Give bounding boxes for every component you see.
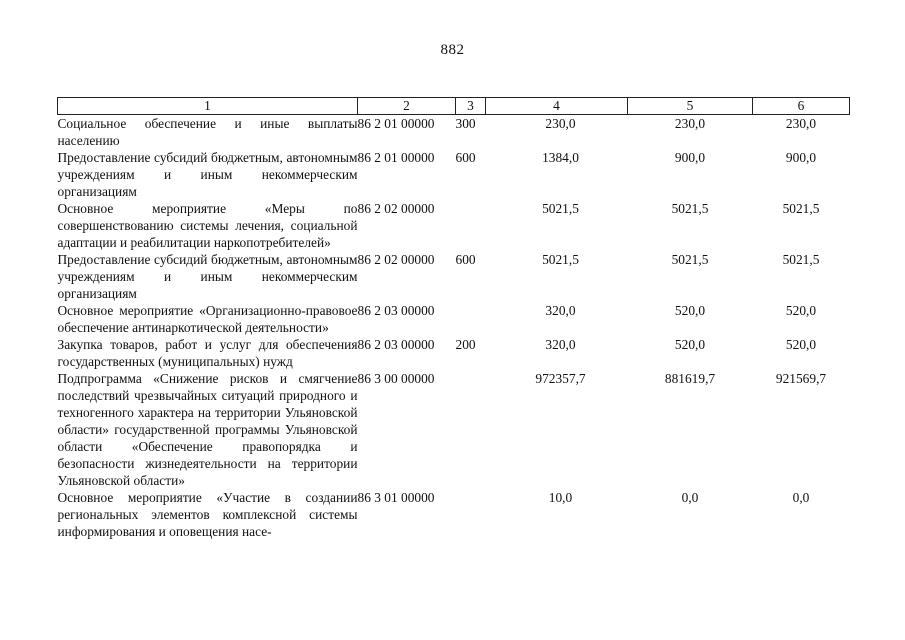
row-name: Подпрограмма «Снижение рисков и смягчение последствий чрезвычайных ситуаций природного и техногенного характера на территории Ульяновской области» государственной программы Ульяновской области «Обеспечение правопорядка и безопасности жизнедеятельности на территории Ульяновской области» xyxy=(57,371,358,488)
column-header-4: 4 xyxy=(486,98,628,115)
column-header-6: 6 xyxy=(753,98,850,115)
row-expense-type xyxy=(456,489,486,540)
row-code: 86 2 01 00000 xyxy=(357,150,435,165)
table-row xyxy=(58,200,850,251)
row-name: Основное мероприятие «Участие в создании региональных элементов комплексной системы информирования и оповещения насе- xyxy=(57,490,358,539)
row-value-5: 0,0 xyxy=(681,490,699,505)
row-value-5: 230,0 xyxy=(674,116,706,131)
table-row xyxy=(58,489,850,540)
table-row xyxy=(58,251,850,302)
row-value-5: 5021,5 xyxy=(671,201,709,216)
row-expense-type xyxy=(456,302,486,336)
table-row xyxy=(58,336,850,370)
row-value-6: 520,0 xyxy=(785,337,817,352)
table-row xyxy=(58,370,850,489)
row-code: 86 3 01 00000 xyxy=(357,490,435,505)
row-name: Закупка товаров, работ и услуг для обеспечения государственных (муниципальных) нужд xyxy=(57,337,358,369)
column-header-3: 3 xyxy=(456,98,486,115)
row-value-6: 5021,5 xyxy=(782,201,820,216)
row-value-5: 5021,5 xyxy=(671,252,709,267)
table-row xyxy=(58,115,850,150)
row-value-4: 320,0 xyxy=(545,337,576,352)
row-expense-type: 300 xyxy=(455,116,476,131)
row-value-6: 230,0 xyxy=(785,116,817,131)
table-row xyxy=(58,149,850,200)
table-row xyxy=(58,302,850,336)
column-header-5: 5 xyxy=(628,98,753,115)
row-value-4: 5021,5 xyxy=(542,201,579,216)
row-value-6: 900,0 xyxy=(785,150,817,165)
row-expense-type xyxy=(456,200,486,251)
row-code: 86 2 01 00000 xyxy=(357,116,435,131)
row-value-4: 320,0 xyxy=(545,303,576,318)
column-header-2: 2 xyxy=(358,98,456,115)
row-value-5: 881619,7 xyxy=(664,371,716,386)
row-expense-type xyxy=(456,370,486,489)
row-name: Предоставление субсидий бюджетным, автономным учреждениям и иным некоммерческим организациям xyxy=(57,150,358,199)
row-name: Основное мероприятие «Меры по совершенствованию системы лечения, социальной адаптации и реабилитации наркопотребителей» xyxy=(57,201,358,250)
row-name: Предоставление субсидий бюджетным, автономным учреждениям и иным некоммерческим организациям xyxy=(57,252,358,301)
row-value-6: 520,0 xyxy=(785,303,817,318)
row-expense-type: 600 xyxy=(455,150,476,165)
row-value-5: 520,0 xyxy=(674,337,706,352)
row-expense-type: 200 xyxy=(455,337,476,352)
row-code: 86 2 02 00000 xyxy=(357,252,435,267)
row-value-4: 230,0 xyxy=(545,116,576,131)
row-code: 86 3 00 00000 xyxy=(357,371,435,386)
row-value-4: 10,0 xyxy=(548,490,573,505)
row-value-4: 1384,0 xyxy=(542,150,579,165)
row-code: 86 2 02 00000 xyxy=(357,201,435,216)
page-number: 882 xyxy=(440,42,465,58)
row-code: 86 2 03 00000 xyxy=(357,337,435,352)
row-value-4: 5021,5 xyxy=(542,252,579,267)
row-value-5: 520,0 xyxy=(674,303,706,318)
column-header-1: 1 xyxy=(58,98,358,115)
row-value-6: 921569,7 xyxy=(775,371,827,386)
row-value-6: 0,0 xyxy=(792,490,810,505)
budget-table xyxy=(57,97,850,540)
row-value-4: 972357,7 xyxy=(535,371,586,386)
row-value-5: 900,0 xyxy=(674,150,706,165)
row-code: 86 2 03 00000 xyxy=(357,303,435,318)
row-name: Основное мероприятие «Организационно-правовое обеспечение антинаркотической деятельности» xyxy=(57,303,358,335)
row-name: Социальное обеспечение и иные выплаты населению xyxy=(57,116,358,148)
table-header-row xyxy=(58,98,850,115)
row-value-6: 5021,5 xyxy=(782,252,820,267)
row-expense-type: 600 xyxy=(455,252,476,267)
